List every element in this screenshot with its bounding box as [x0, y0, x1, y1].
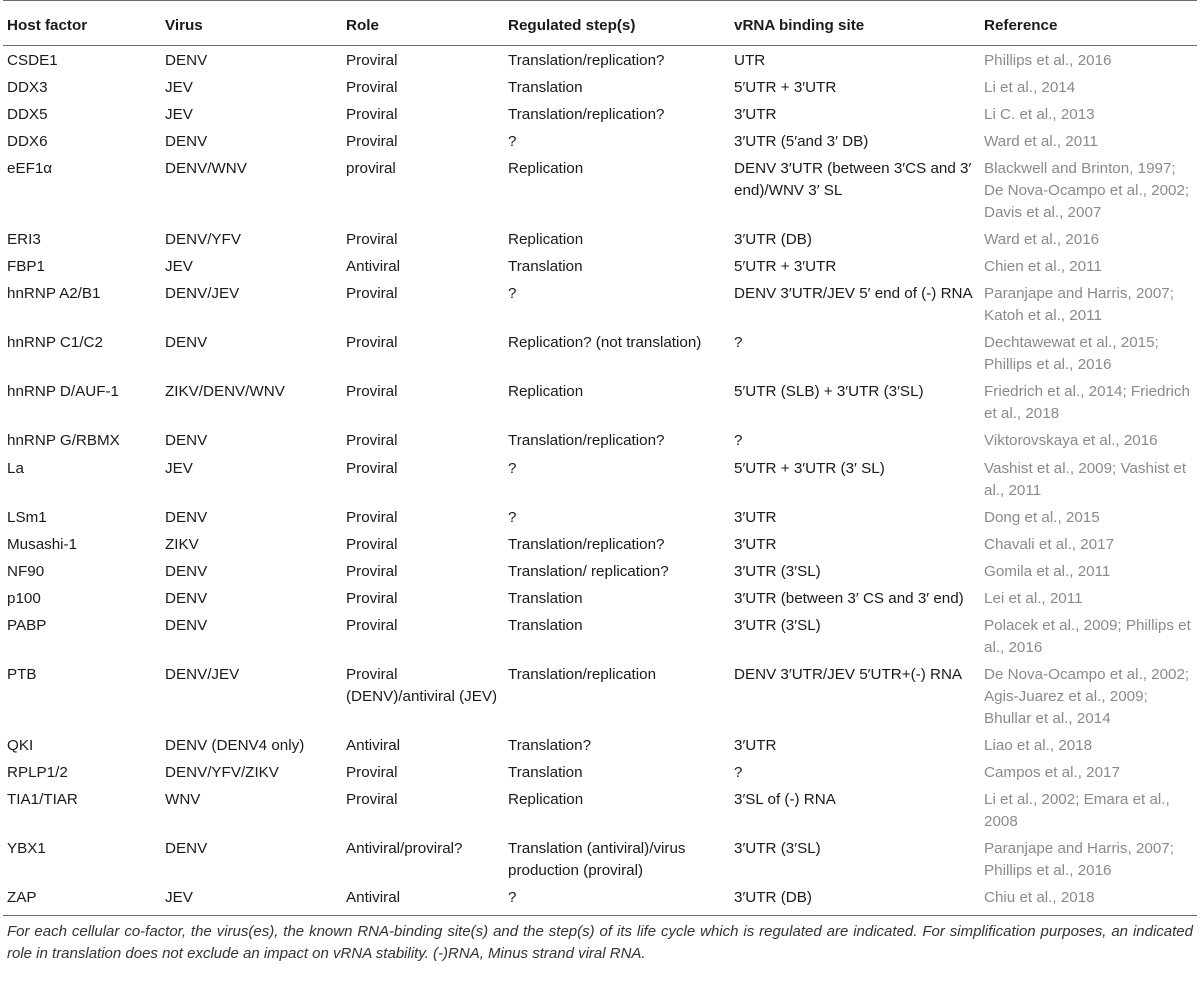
cell-role: Proviral: [346, 616, 398, 634]
cell-reference: Paranjape and Harris, 2007; Katoh et al., 2011: [984, 285, 1174, 325]
cell-vrna-binding-site: DENV 3′UTR/JEV 5′UTR+(-) RNA: [734, 666, 963, 684]
column-header-role: Role: [342, 1, 504, 46]
cell-virus: JEV: [165, 105, 193, 123]
table-row: [3, 584, 1197, 611]
cell-role: Proviral: [346, 562, 398, 580]
cell-role: Proviral: [346, 764, 398, 782]
table-footnote: For each cellular co-factor, the virus(es), the known RNA-binding site(s) and the step(s) of its life cycle which is regulated are indicated. For simplification purposes, an indicated role in translation does not exclude an impact on vRNA stability. (-)RNA, Minus strand viral RNA.: [3, 915, 1197, 965]
column-header-virus: Virus: [161, 1, 342, 46]
cell-reference: Vashist et al., 2009; Vashist et al., 2011: [984, 459, 1187, 499]
cell-role: Proviral (DENV)/antiviral (JEV): [346, 666, 498, 706]
cell-role: Antiviral/proviral?: [346, 840, 463, 858]
table-row: [3, 454, 1197, 503]
table-row: [3, 252, 1197, 279]
cell-vrna-binding-site: 5′UTR (SLB) + 3′UTR (3′SL): [734, 383, 924, 401]
cell-vrna-binding-site: 5′UTR + 3′UTR: [734, 258, 837, 276]
cell-role: Proviral: [346, 231, 398, 249]
cell-vrna-binding-site: 3′SL of (-) RNA: [734, 791, 836, 809]
cell-regulated-steps: Translation/replication?: [508, 105, 665, 123]
cell-regulated-steps: Replication: [508, 160, 584, 177]
cell-reference: Chien et al., 2011: [984, 258, 1102, 276]
cell-regulated-steps: Replication: [508, 791, 584, 809]
cell-virus: DENV/WNV: [165, 160, 247, 177]
cell-reference: Dong et al., 2015: [984, 508, 1100, 526]
cell-vrna-binding-site: 3′UTR: [734, 508, 777, 526]
cell-regulated-steps: Translation?: [508, 737, 592, 755]
cell-host-factor: hnRNP A2/B1: [7, 285, 101, 303]
table-body: [3, 46, 1197, 916]
cell-virus: DENV: [165, 616, 208, 634]
cell-regulated-steps: Translation/ replication?: [508, 562, 669, 580]
cell-role: Proviral: [346, 383, 398, 401]
header-row: [3, 1, 1197, 46]
cell-vrna-binding-site: DENV 3′UTR/JEV 5′ end of (-) RNA: [734, 285, 973, 303]
cell-vrna-binding-site: 3′UTR (3′SL): [734, 616, 821, 634]
table-row: [3, 835, 1197, 884]
cell-host-factor: CSDE1: [7, 51, 58, 69]
cell-role: Proviral: [346, 589, 398, 607]
cell-role: Proviral: [346, 459, 398, 477]
table-row: [3, 611, 1197, 660]
table-row: [3, 731, 1197, 758]
table-row: [3, 786, 1197, 835]
table-row: [3, 530, 1197, 557]
table-row: [3, 427, 1197, 454]
cell-vrna-binding-site: 3′UTR (5′and 3′ DB): [734, 132, 869, 150]
cell-regulated-steps: Translation: [508, 589, 583, 607]
cell-regulated-steps: ?: [508, 285, 517, 303]
cell-virus: DENV/YFV: [165, 231, 241, 249]
cell-host-factor: NF90: [7, 562, 45, 580]
cell-regulated-steps: Translation: [508, 616, 583, 634]
cell-vrna-binding-site: ?: [734, 764, 743, 782]
cell-virus: JEV: [165, 78, 193, 96]
cell-reference: Lei et al., 2011: [984, 589, 1083, 607]
cell-virus: DENV: [165, 562, 208, 580]
cell-role: Antiviral: [346, 737, 401, 755]
cell-host-factor: RPLP1/2: [7, 764, 68, 782]
cell-regulated-steps: Replication: [508, 383, 584, 401]
cell-role: Proviral: [346, 334, 398, 352]
table-row: [3, 127, 1197, 154]
cell-host-factor: ZAP: [7, 889, 37, 907]
cell-vrna-binding-site: 3′UTR: [734, 737, 777, 755]
cell-host-factor: DDX6: [7, 132, 48, 150]
table-row: [3, 660, 1197, 731]
cell-host-factor: PTB: [7, 666, 37, 684]
cell-role: Proviral: [346, 508, 398, 526]
cell-host-factor: hnRNP G/RBMX: [7, 432, 120, 450]
cell-virus: DENV: [165, 132, 208, 150]
cell-virus: JEV: [165, 889, 193, 907]
cell-reference: Blackwell and Brinton, 1997; De Nova-Ocampo et al., 2002; Davis et al., 2007: [984, 160, 1190, 221]
cell-virus: DENV: [165, 840, 208, 858]
cell-role: proviral: [346, 160, 396, 177]
cell-reference: Chiu et al., 2018: [984, 889, 1095, 907]
cell-host-factor: Musashi-1: [7, 535, 78, 553]
cell-virus: DENV: [165, 334, 208, 352]
table-row: [3, 154, 1197, 225]
cell-role: Proviral: [346, 535, 398, 553]
cell-host-factor: LSm1: [7, 508, 47, 526]
cell-regulated-steps: ?: [508, 889, 517, 907]
cell-reference: Paranjape and Harris, 2007; Phillips et al., 2016: [984, 840, 1174, 880]
cell-host-factor: DDX5: [7, 105, 48, 123]
column-header-regulated-steps: Regulated step(s): [504, 1, 730, 46]
cell-reference: Ward et al., 2011: [984, 132, 1098, 150]
cell-regulated-steps: Translation: [508, 78, 583, 96]
cell-regulated-steps: ?: [508, 132, 517, 150]
cell-reference: Campos et al., 2017: [984, 764, 1120, 782]
cell-host-factor: ERI3: [7, 231, 41, 249]
cell-regulated-steps: Translation (antiviral)/virus production (proviral): [508, 840, 686, 880]
cell-host-factor: YBX1: [7, 840, 46, 858]
table-row: [3, 280, 1197, 329]
cell-vrna-binding-site: 3′UTR: [734, 535, 777, 553]
cell-role: Proviral: [346, 285, 398, 303]
cell-reference: Phillips et al., 2016: [984, 51, 1112, 69]
table-row: [3, 884, 1197, 916]
cell-regulated-steps: Translation/replication?: [508, 51, 665, 69]
cell-role: Proviral: [346, 105, 398, 123]
cell-vrna-binding-site: 3′UTR (3′SL): [734, 840, 821, 858]
cell-role: Proviral: [346, 791, 398, 809]
cell-role: Antiviral: [346, 258, 401, 276]
cell-virus: DENV/JEV: [165, 285, 240, 303]
cell-host-factor: FBP1: [7, 258, 45, 276]
cell-reference: Dechtawewat et al., 2015; Phillips et al., 2016: [984, 334, 1159, 374]
cell-regulated-steps: Translation/replication?: [508, 535, 665, 553]
table-row: [3, 73, 1197, 100]
cell-reference: Li C. et al., 2013: [984, 105, 1095, 123]
cell-virus: DENV (DENV4 only): [165, 737, 305, 755]
column-header-reference: Reference: [980, 1, 1197, 46]
table-row: [3, 100, 1197, 127]
cell-vrna-binding-site: 3′UTR (3′SL): [734, 562, 821, 580]
cell-host-factor: TIA1/TIAR: [7, 791, 78, 809]
cell-role: Proviral: [346, 432, 398, 450]
cell-host-factor: QKI: [7, 737, 34, 755]
cell-reference: Friedrich et al., 2014; Friedrich et al., 2018: [984, 383, 1190, 423]
cell-reference: Polacek et al., 2009; Phillips et al., 2016: [984, 616, 1191, 656]
cell-virus: DENV: [165, 51, 208, 69]
column-header-host-factor: Host factor: [3, 1, 161, 46]
cell-host-factor: eEF1α: [7, 160, 53, 177]
cell-vrna-binding-site: 3′UTR (DB): [734, 231, 812, 249]
cell-virus: DENV/JEV: [165, 666, 240, 684]
cell-regulated-steps: Translation: [508, 258, 583, 276]
table-row: [3, 46, 1197, 74]
cell-reference: Viktorovskaya et al., 2016: [984, 432, 1158, 450]
cell-virus: WNV: [165, 791, 201, 809]
cell-virus: ZIKV: [165, 535, 199, 553]
cell-regulated-steps: Translation/replication?: [508, 432, 665, 450]
cell-host-factor: La: [7, 459, 24, 477]
cell-host-factor: p100: [7, 589, 41, 607]
cell-reference: Chavali et al., 2017: [984, 535, 1115, 553]
cell-host-factor: hnRNP C1/C2: [7, 334, 103, 352]
cell-virus: DENV: [165, 589, 208, 607]
cell-virus: JEV: [165, 459, 193, 477]
cell-host-factor: hnRNP D/AUF-1: [7, 383, 119, 401]
column-header-vrna-binding-site: vRNA binding site: [730, 1, 980, 46]
cell-vrna-binding-site: 3′UTR: [734, 105, 777, 123]
cell-virus: ZIKV/DENV/WNV: [165, 383, 285, 401]
cell-role: Proviral: [346, 51, 398, 69]
cell-reference: Li et al., 2014: [984, 78, 1076, 96]
cell-vrna-binding-site: ?: [734, 432, 743, 450]
cell-reference: Gomila et al., 2011: [984, 562, 1111, 580]
cell-virus: DENV/YFV/ZIKV: [165, 764, 279, 782]
cell-role: Proviral: [346, 132, 398, 150]
cell-role: Proviral: [346, 78, 398, 96]
table-row: [3, 503, 1197, 530]
cell-reference: Ward et al., 2016: [984, 231, 1100, 249]
cell-reference: Liao et al., 2018: [984, 737, 1093, 755]
cell-regulated-steps: Replication? (not translation): [508, 334, 702, 352]
cell-regulated-steps: ?: [508, 459, 517, 477]
host-factor-table: [3, 0, 1197, 915]
cell-virus: DENV: [165, 432, 208, 450]
cell-regulated-steps: ?: [508, 508, 517, 526]
cell-vrna-binding-site: DENV 3′UTR (between 3′CS and 3′ end)/WNV 3′ SL: [734, 160, 972, 199]
table-row: [3, 378, 1197, 427]
cell-host-factor: PABP: [7, 616, 47, 634]
cell-virus: DENV: [165, 508, 208, 526]
cell-vrna-binding-site: 3′UTR (DB): [734, 889, 812, 907]
table-row: [3, 758, 1197, 785]
cell-reference: De Nova-Ocampo et al., 2002; Agis-Juarez et al., 2009; Bhullar et al., 2014: [984, 666, 1190, 728]
cell-virus: JEV: [165, 258, 193, 276]
cell-host-factor: DDX3: [7, 78, 48, 96]
cell-regulated-steps: Replication: [508, 231, 584, 249]
cell-role: Antiviral: [346, 889, 401, 907]
cell-vrna-binding-site: 3′UTR (between 3′ CS and 3′ end): [734, 589, 964, 607]
cell-vrna-binding-site: UTR: [734, 51, 766, 69]
cell-vrna-binding-site: ?: [734, 334, 743, 352]
table-row: [3, 329, 1197, 378]
table-header: [3, 1, 1197, 46]
table-row: [3, 225, 1197, 252]
cell-vrna-binding-site: 5′UTR + 3′UTR (3′ SL): [734, 459, 885, 477]
cell-regulated-steps: Translation/replication: [508, 666, 657, 684]
cell-regulated-steps: Translation: [508, 764, 583, 782]
table-row: [3, 557, 1197, 584]
cell-vrna-binding-site: 5′UTR + 3′UTR: [734, 78, 837, 96]
cell-reference: Li et al., 2002; Emara et al., 2008: [984, 791, 1170, 831]
